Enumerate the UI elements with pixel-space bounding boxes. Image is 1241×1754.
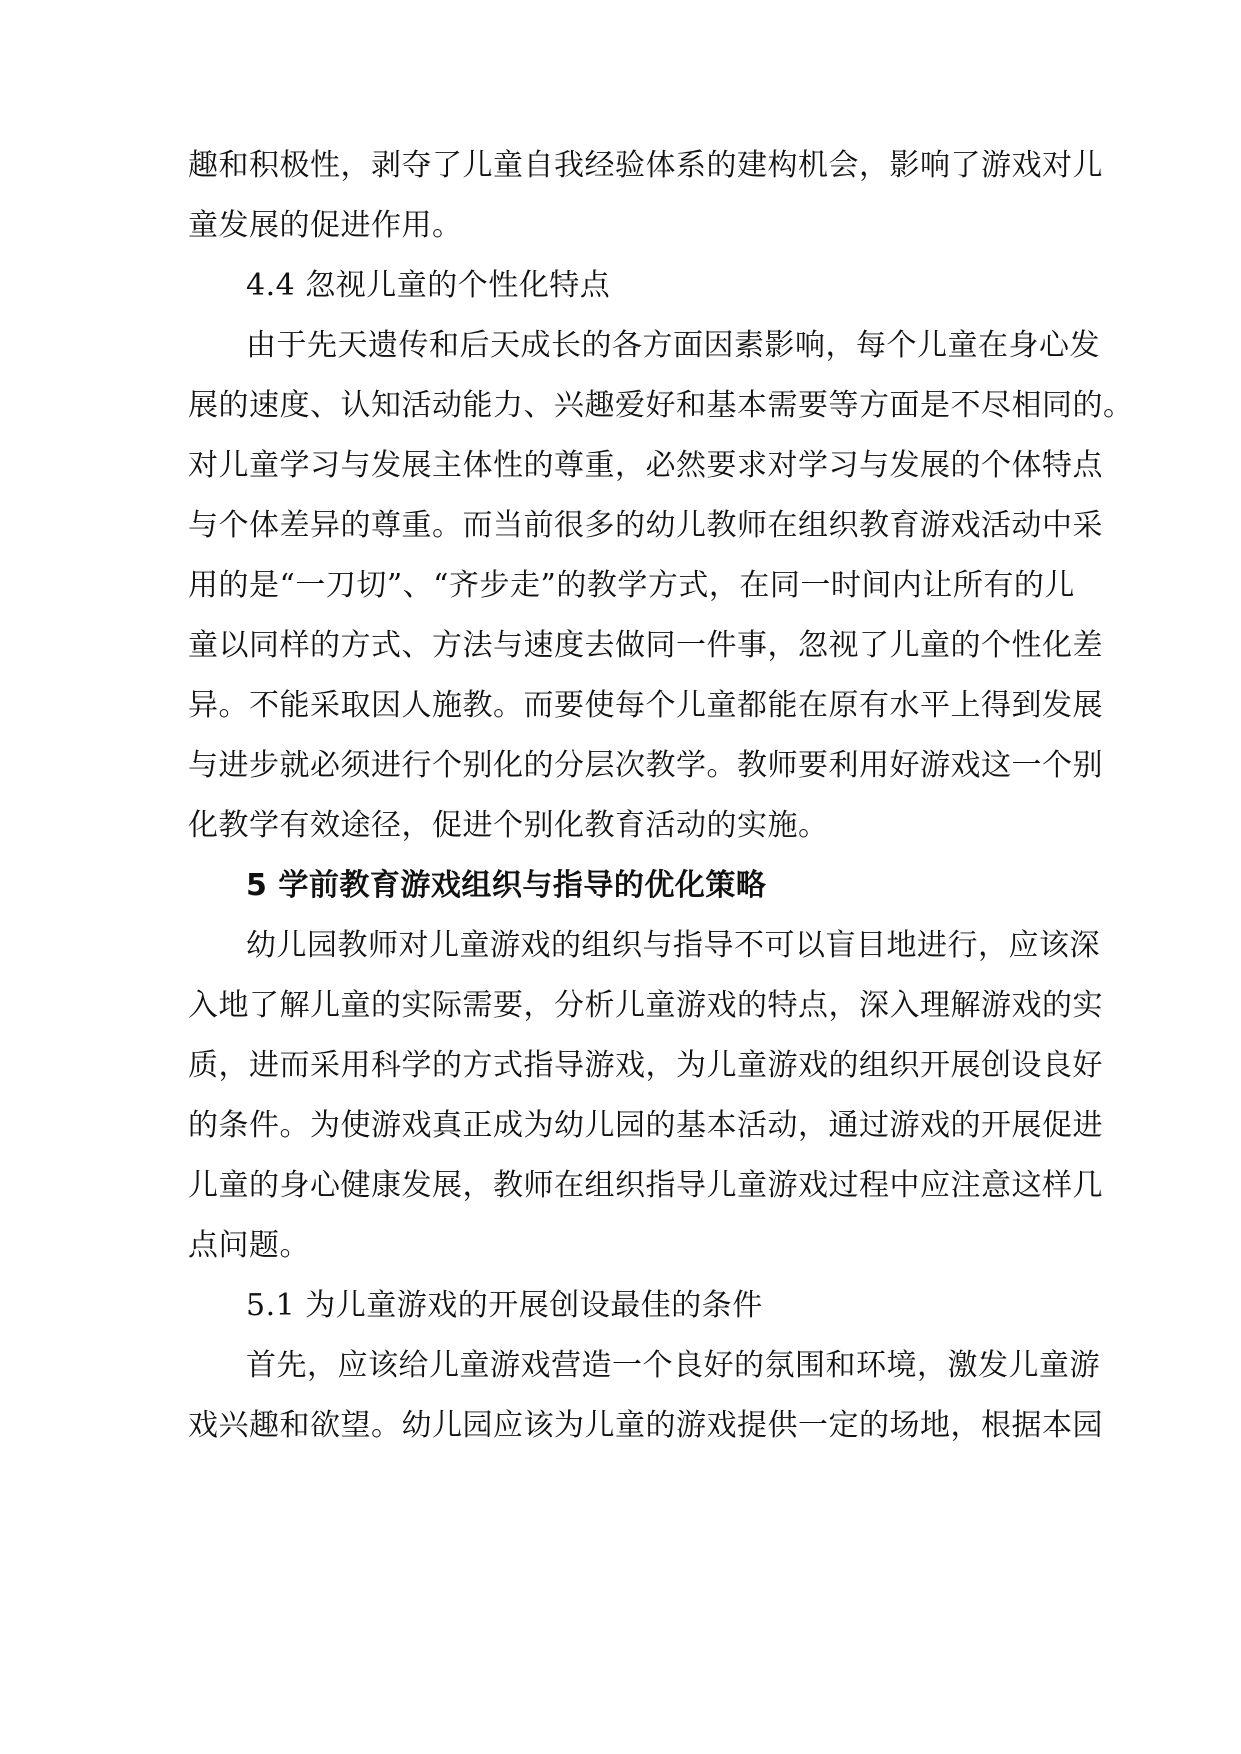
paragraph-line: 用的是“一刀切”、“齐步走”的教学方式，在同一时间内让所有的儿 xyxy=(188,568,1075,603)
paragraph-line: 儿童的身心健康发展，教师在组织指导儿童游戏过程中应注意这样几 xyxy=(188,1168,1103,1203)
paragraph-line: 童发展的促进作用。 xyxy=(188,208,463,243)
paragraph-line: 展的速度、认知活动能力、兴趣爱好和基本需要等方面是不尽相同的。 xyxy=(188,388,1134,423)
paragraph-line: 异。不能采取因人施教。而要使每个儿童都能在原有水平上得到发展 xyxy=(188,688,1103,723)
paragraph-line: 入地了解儿童的实际需要，分析儿童游戏的特点，深入理解游戏的实 xyxy=(188,988,1103,1023)
section-heading-5-1: 5.1 为儿童游戏的开展创设最佳的条件 xyxy=(246,1288,763,1323)
paragraph-line: 的条件。为使游戏真正成为幼儿园的基本活动，通过游戏的开展促进 xyxy=(188,1108,1103,1143)
paragraph-line: 幼儿园教师对儿童游戏的组织与指导不可以盲目地进行，应该深 xyxy=(246,928,1100,963)
paragraph-line: 与进步就必须进行个别化的分层次教学。教师要利用好游戏这一个别 xyxy=(188,748,1103,783)
paragraph-line: 由于先天遗传和后天成长的各方面因素影响，每个儿童在身心发 xyxy=(246,328,1100,363)
paragraph-line: 首先，应该给儿童游戏营造一个良好的氛围和环境，激发儿童游 xyxy=(246,1348,1100,1383)
paragraph-line: 童以同样的方式、方法与速度去做同一件事，忽视了儿童的个性化差 xyxy=(188,628,1103,663)
paragraph-line: 点问题。 xyxy=(188,1228,310,1263)
section-heading-5: 5 学前教育游戏组织与指导的优化策略 xyxy=(246,868,767,903)
paragraph-line: 对儿童学习与发展主体性的尊重，必然要求对学习与发展的个体特点 xyxy=(188,448,1103,483)
paragraph-line: 质，进而采用科学的方式指导游戏，为儿童游戏的组织开展创设良好 xyxy=(188,1048,1103,1083)
paragraph-line: 戏兴趣和欲望。幼儿园应该为儿童的游戏提供一定的场地，根据本园 xyxy=(188,1408,1103,1443)
paragraph-line: 化教学有效途径，促进个别化教育活动的实施。 xyxy=(188,808,829,843)
paragraph-line: 与个体差异的尊重。而当前很多的幼儿教师在组织教育游戏活动中采 xyxy=(188,508,1103,543)
paragraph-line: 趣和积极性，剥夺了儿童自我经验体系的建构机会，影响了游戏对儿 xyxy=(188,148,1103,183)
section-heading-4-4: 4.4 忽视儿童的个性化特点 xyxy=(246,268,611,303)
